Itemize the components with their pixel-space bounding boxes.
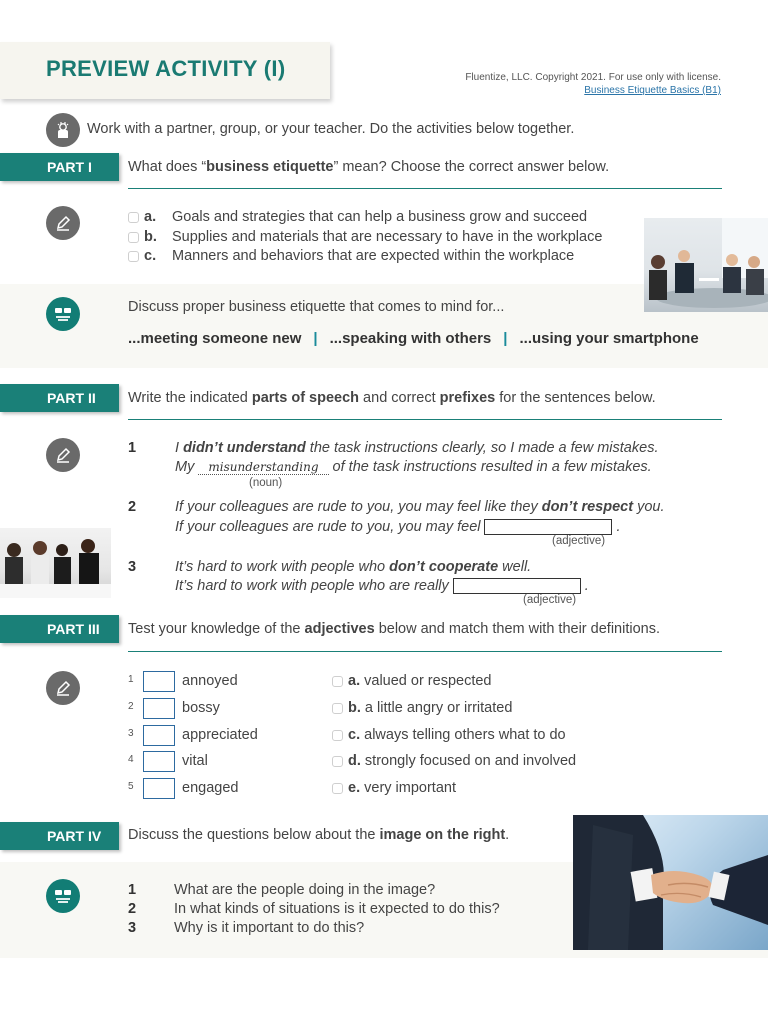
- prompt-text: below and match them with their definitions.: [374, 621, 660, 637]
- definition-text: always telling others what to do: [364, 727, 566, 743]
- page-title: PREVIEW ACTIVITY (I): [46, 56, 286, 81]
- definition-c[interactable]: [332, 727, 566, 743]
- word-appreciated: appreciated: [182, 727, 258, 743]
- item-number: 1: [128, 440, 137, 456]
- discussion-icon: [46, 879, 80, 913]
- sentence-text: well.: [498, 559, 532, 575]
- match-input-1[interactable]: [143, 671, 175, 692]
- pencil-icon: [46, 438, 80, 472]
- checkbox[interactable]: [332, 676, 343, 687]
- topic-separator: |: [503, 330, 508, 347]
- part-4-tab: PART IV: [0, 822, 119, 850]
- sentence-bold: didn’t understand: [183, 440, 306, 456]
- prompt-text: What does “: [128, 159, 207, 175]
- match-input-3[interactable]: [143, 725, 175, 746]
- part-4-prompt: [128, 827, 509, 843]
- checkbox[interactable]: [128, 212, 139, 223]
- option-letter: a.: [144, 209, 157, 225]
- checkbox[interactable]: [332, 730, 343, 741]
- prompt-text: and correct: [359, 390, 440, 406]
- definition-text: a little angry or irritated: [364, 700, 513, 716]
- question-number: 1: [128, 882, 137, 898]
- meeting-photo: [644, 218, 768, 312]
- word-number: 4: [128, 754, 134, 765]
- part-1-prompt: [128, 159, 609, 175]
- sentence-1-original: [175, 440, 658, 456]
- definition-text: valued or respected: [364, 673, 492, 689]
- definition-e[interactable]: [332, 780, 456, 796]
- sentence-text: you.: [633, 499, 665, 515]
- topic-item: ...speaking with others: [329, 330, 492, 347]
- colleagues-photo: [0, 528, 111, 598]
- option-text: Manners and behaviors that are expected within the workplace: [172, 248, 575, 264]
- answer-field-3[interactable]: [453, 578, 581, 594]
- topics-row: [128, 330, 699, 347]
- definition-letter: b.: [348, 700, 361, 716]
- sentence-bold: don’t cooperate: [389, 559, 499, 575]
- word-number: 5: [128, 781, 134, 792]
- match-input-2[interactable]: [143, 698, 175, 719]
- sentence-text: .: [616, 519, 621, 535]
- definition-letter: d.: [348, 753, 361, 769]
- sentence-text: My: [175, 459, 199, 475]
- item-number: 3: [128, 559, 137, 575]
- word-number: 3: [128, 728, 134, 739]
- option-letter: c.: [144, 248, 157, 264]
- answer-field-1[interactable]: misunderstanding: [198, 460, 328, 475]
- definition-letter: e.: [348, 780, 361, 796]
- definition-text: strongly focused on and involved: [364, 753, 577, 769]
- sentence-text: of the task instructions resulted in a few mistakes.: [328, 459, 652, 475]
- definition-b[interactable]: [332, 700, 512, 716]
- discussion-icon: [46, 297, 80, 331]
- copyright-text: Fluentize, LLC. Copyright 2021. For use only with license.: [465, 72, 721, 83]
- pos-label: (adjective): [552, 535, 606, 547]
- sentence-text: the task instructions clearly, so I made a few mistakes.: [305, 440, 659, 456]
- question-text: Why is it important to do this?: [174, 920, 365, 936]
- prompt-text: Test your knowledge of the: [128, 621, 305, 637]
- sentence-3-rewrite: [175, 578, 589, 594]
- topic-item: ...meeting someone new: [128, 330, 302, 347]
- checkbox[interactable]: [332, 756, 343, 767]
- definition-d[interactable]: [332, 753, 576, 769]
- option-letter: b.: [144, 229, 157, 245]
- answer-field-2[interactable]: [484, 519, 612, 535]
- word-annoyed: annoyed: [182, 673, 238, 689]
- word-number: 2: [128, 701, 134, 712]
- hand-icon: [46, 113, 80, 147]
- word-number: 1: [128, 674, 134, 685]
- handshake-photo: [573, 815, 768, 950]
- question-text: What are the people doing in the image?: [174, 882, 436, 898]
- definition-letter: a.: [348, 673, 361, 689]
- sentence-3-original: [175, 559, 531, 575]
- pos-label: (adjective): [523, 594, 577, 606]
- prompt-bold: prefixes: [439, 390, 496, 406]
- part-3-tab: PART III: [0, 615, 119, 643]
- word-engaged: engaged: [182, 780, 239, 796]
- topic-separator: |: [313, 330, 318, 347]
- match-input-5[interactable]: [143, 778, 175, 799]
- prompt-text: ” mean? Choose the correct answer below.: [333, 159, 610, 175]
- checkbox[interactable]: [332, 783, 343, 794]
- divider: [128, 651, 722, 652]
- discuss-text: Discuss proper business etiquette that comes to mind for...: [128, 299, 505, 315]
- sentence-1-rewrite: [175, 459, 652, 475]
- checkbox[interactable]: [128, 232, 139, 243]
- prompt-text: Discuss the questions below about the: [128, 827, 380, 843]
- sentence-text: It’s hard to work with people who are really: [175, 578, 449, 594]
- topic-item: ...using your smartphone: [519, 330, 699, 347]
- option-text: Supplies and materials that are necessary to have in the workplace: [172, 229, 603, 245]
- definition-letter: c.: [348, 727, 361, 743]
- sentence-text: If your colleagues are rude to you, you may feel like they: [175, 499, 542, 515]
- prompt-bold: business etiquette: [206, 159, 334, 175]
- sentence-text: If your colleagues are rude to you, you may feel: [175, 519, 481, 535]
- sentence-2-rewrite: [175, 519, 621, 535]
- option-b[interactable]: [128, 229, 602, 245]
- definition-a[interactable]: [332, 673, 491, 689]
- sentence-text: I: [175, 440, 184, 456]
- sentence-bold: don’t respect: [541, 499, 634, 515]
- course-link[interactable]: Business Etiquette Basics (B1): [584, 85, 721, 96]
- option-c[interactable]: [128, 248, 574, 264]
- sentence-2-original: [175, 499, 664, 515]
- word-bossy: bossy: [182, 700, 220, 716]
- part-2-tab: PART II: [0, 384, 119, 412]
- pos-label: (noun): [249, 477, 283, 489]
- prompt-bold: adjectives: [304, 621, 375, 637]
- item-number: 2: [128, 499, 137, 515]
- pencil-icon: [46, 671, 80, 705]
- option-a[interactable]: [128, 209, 587, 225]
- divider: [128, 188, 722, 189]
- definition-text: very important: [364, 780, 456, 796]
- question-number: 3: [128, 920, 137, 936]
- checkbox[interactable]: [128, 251, 139, 262]
- prompt-text: Write the indicated: [128, 390, 252, 406]
- word-vital: vital: [182, 753, 208, 769]
- pencil-icon: [46, 206, 80, 240]
- sentence-text: It’s hard to work with people who: [175, 559, 390, 575]
- prompt-text: .: [505, 827, 510, 843]
- prompt-bold: parts of speech: [251, 390, 360, 406]
- option-text: Goals and strategies that can help a business grow and succeed: [172, 209, 588, 225]
- part-1-tab: PART I: [0, 153, 119, 181]
- sentence-text: .: [584, 578, 589, 594]
- divider: [128, 419, 722, 420]
- question-text: In what kinds of situations is it expected to do this?: [174, 901, 500, 917]
- prompt-bold: image on the right: [379, 827, 506, 843]
- prompt-text: for the sentences below.: [495, 390, 656, 406]
- checkbox[interactable]: [332, 703, 343, 714]
- part-2-prompt: [128, 390, 656, 406]
- question-number: 2: [128, 901, 137, 917]
- part-3-prompt: [128, 621, 660, 637]
- match-input-4[interactable]: [143, 751, 175, 772]
- intro-text: Work with a partner, group, or your teacher. Do the activities below together.: [87, 121, 575, 137]
- copyright-block: [465, 71, 721, 97]
